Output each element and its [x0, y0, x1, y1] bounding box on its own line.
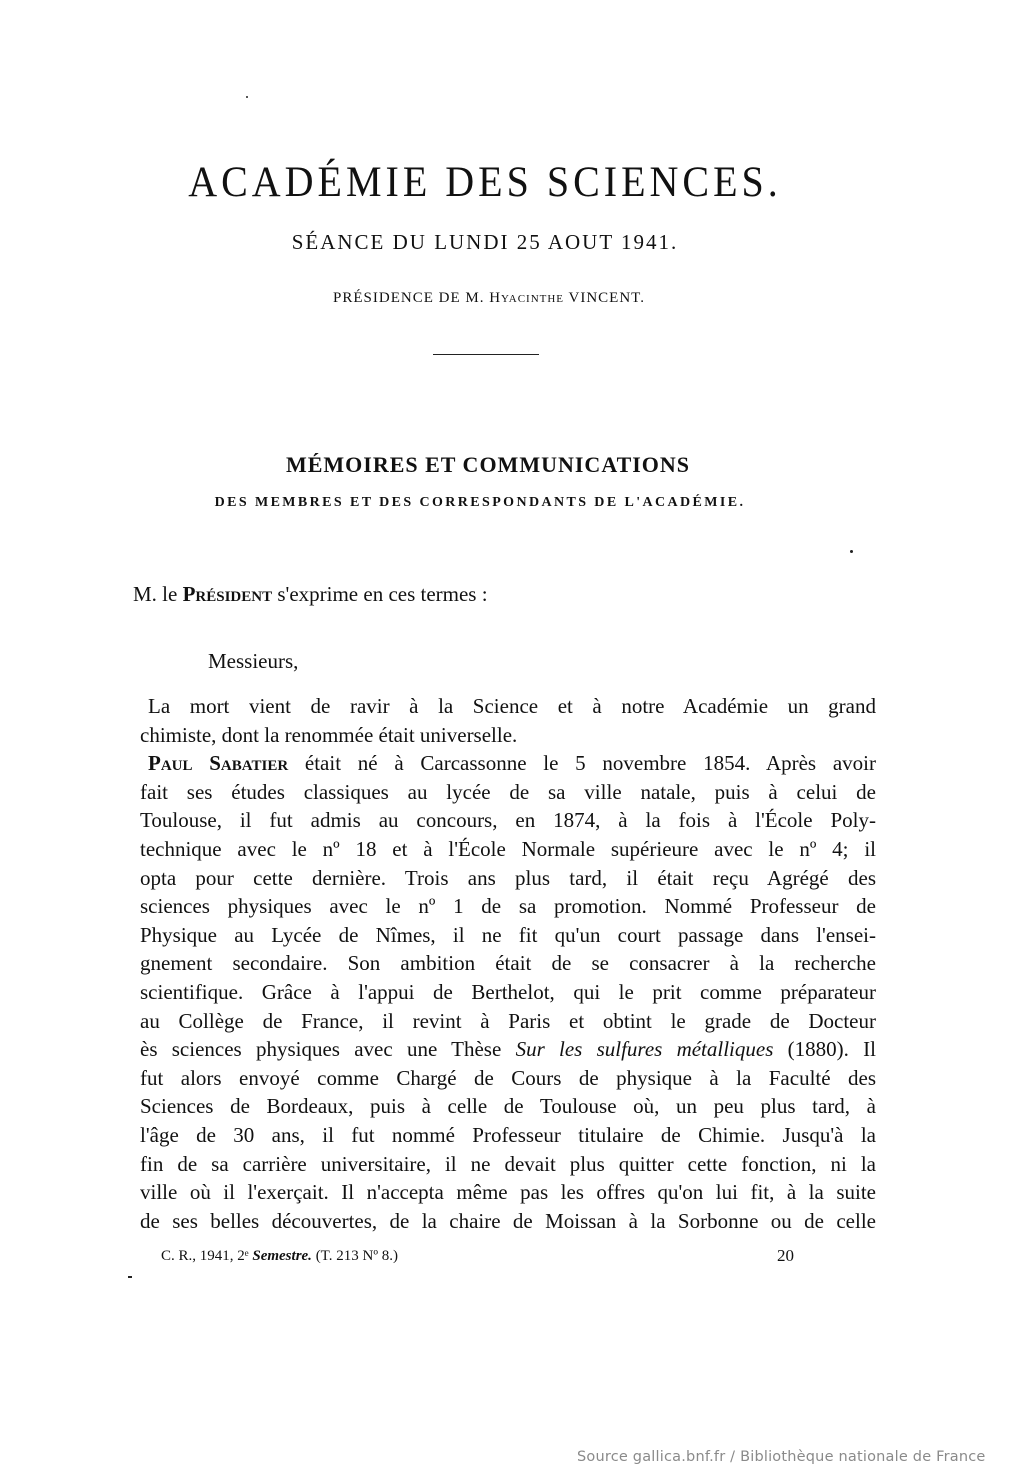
president-word: Président [182, 582, 273, 606]
body-line: ès sciences physiques avec une Thèse Sur les sulfures métalliques (1880). Il [140, 1037, 876, 1062]
session-date: SÉANCE DU LUNDI 25 AOUT 1941. [291, 230, 679, 254]
president-first-name: Hyacinthe [489, 290, 565, 306]
body-line: chimiste, dont la renommée était universelle. [140, 722, 518, 747]
sabatier-name: Paul Sabatier [148, 751, 289, 776]
salutation: Messieurs, [208, 649, 299, 673]
presidency-prefix: PRÉSIDENCE DE M. [333, 290, 490, 306]
intro-suffix: s'exprime en ces termes : [272, 582, 488, 606]
page-title: ACADÉMIE DES SCIENCES. [188, 157, 782, 206]
body-line: sciences physiques avec le nº 1 de sa promotion. Nommé Professeur de [140, 894, 876, 919]
section-subheading: DES MEMBRES ET DES CORRESPONDANTS DE L'ACADÉMIE. [214, 495, 746, 510]
body-line: opta pour cette dernière. Trois ans plus tard, il était reçu Agrégé des [140, 865, 876, 890]
body-line: fin de sa carrière universitaire, il ne devait plus quitter cette fonction, ni la [140, 1151, 876, 1176]
presidency-line [0, 290, 978, 307]
body-line: Paul Sabatier était né à Carcassonne le 5 novembre 1854. Après avoir [148, 751, 876, 776]
body-line: technique avec le nº 18 et à l'École Normale supérieure avec le nº 4; il [140, 836, 876, 861]
body-line: fut alors envoyé comme Chargé de Cours de physique à la Faculté des [140, 1065, 876, 1090]
body-line: Sciences de Bordeaux, puis à celle de Toulouse où, un peu plus tard, à [140, 1094, 876, 1119]
journal-reference: C. R., 1941, 2ᵉ Semestre. (T. 213 Nº 8.) [161, 1248, 398, 1264]
intro-line [133, 582, 488, 607]
page-number: 20 [777, 1246, 794, 1265]
body-line: Toulouse, il fut admis au concours, en 1874, à la fois à l'École Poly- [140, 808, 876, 833]
body-line: scientifique. Grâce à l'appui de Berthelot, qui le prit comme préparateur [140, 979, 876, 1004]
body-line: La mort vient de ravir à la Science et à notre Académie un grand [148, 694, 876, 718]
body-line: au Collège de France, il revint à Paris et obtint le grade de Docteur [140, 1008, 876, 1033]
thesis-title: Sur les sulfures métalliques [515, 1037, 774, 1062]
body-text [140, 692, 876, 1235]
divider-rule [433, 354, 539, 355]
body-line: fait ses études classiques au lycée de sa ville natale, puis à celui de [140, 779, 876, 804]
intro-prefix: M. le [133, 582, 183, 606]
scan-speck [246, 96, 248, 98]
body-line: de ses belles découvertes, de la chaire de Moissan à la Sorbonne ou de celle [140, 1208, 876, 1233]
scan-speck [128, 1276, 132, 1278]
body-line: gnement secondaire. Son ambition était de se consacrer à la recherche [140, 951, 876, 976]
scan-speck [850, 550, 853, 553]
presidency-suffix: VINCENT. [564, 290, 645, 306]
body-line: l'âge de 30 ans, il fut nommé Professeur titulaire de Chimie. Jusqu'à la [140, 1122, 876, 1147]
source-credit[interactable]: Source gallica.bnf.fr / Bibliothèque nationale de France [577, 1449, 986, 1465]
body-line: Physique au Lycée de Nîmes, il ne fit qu'un court passage dans l'ensei- [140, 922, 876, 947]
body-line: ville où il l'exerçait. Il n'accepta même pas les offres qu'on lui fit, à la suite [140, 1180, 876, 1205]
section-heading: MÉMOIRES ET COMMUNICATIONS [285, 452, 691, 477]
